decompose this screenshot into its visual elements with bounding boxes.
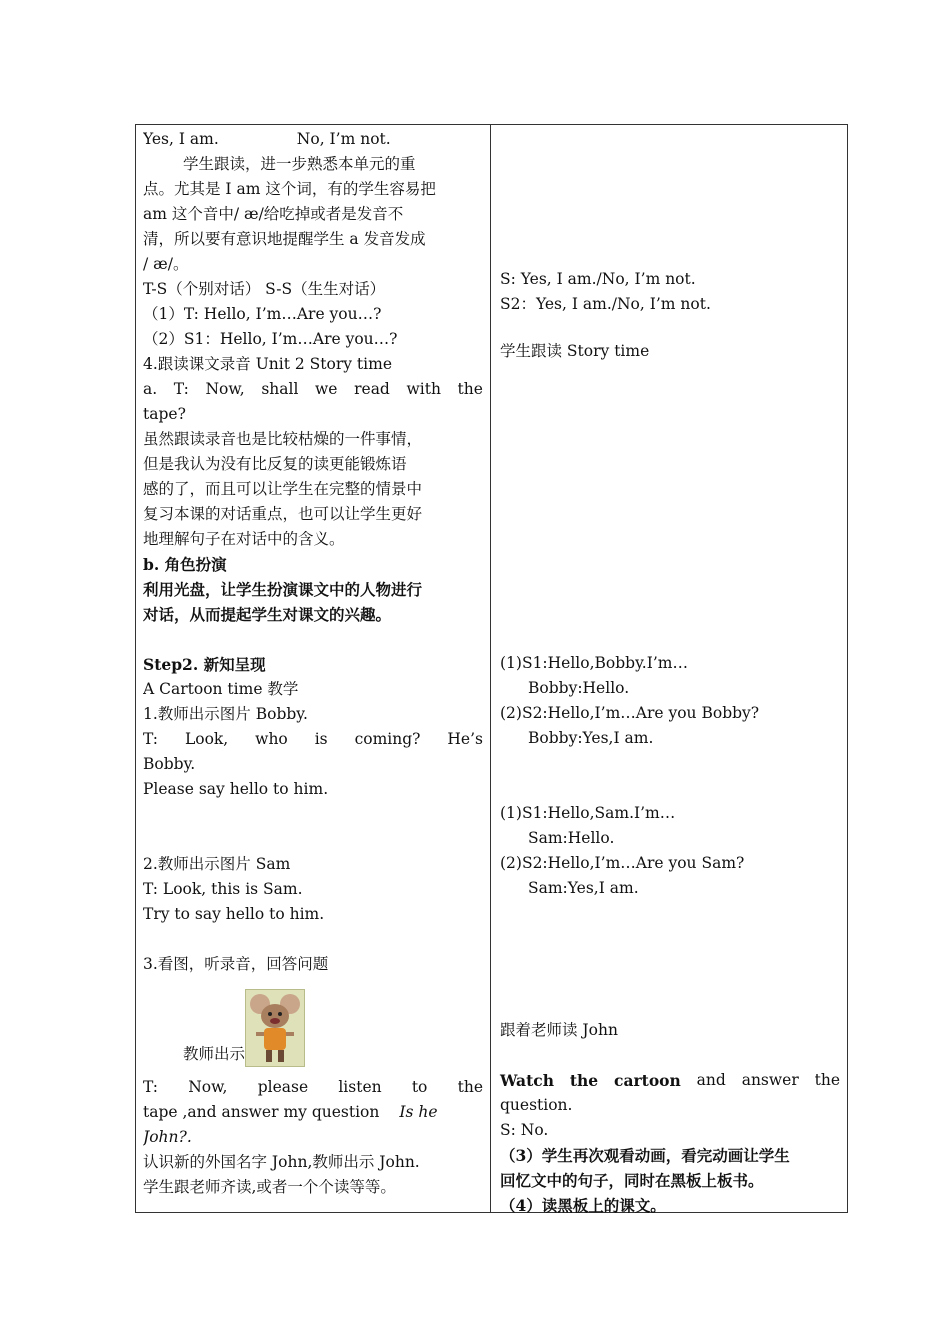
paragraph-line: 回忆文中的句子，同时在黑板上板书。 (500, 1171, 764, 1190)
paragraph-line: 地理解句子在对话中的含义。 (143, 530, 345, 548)
student-response: 跟着老师读 John (500, 1021, 618, 1039)
mouse-cartoon-image (245, 989, 305, 1067)
question-italic: Is he (399, 1103, 438, 1121)
word: is (314, 730, 328, 748)
student-response: S: Yes, I am./No, I’m not. (500, 270, 696, 288)
dialogue-line: Bobby:Yes,I am. (528, 729, 654, 747)
dialogue-line: Sam:Hello. (528, 829, 615, 847)
paragraph-line: 学生跟老师齐读,或者一个个读等等。 (143, 1178, 396, 1196)
step-heading: 4.跟读课文录音 Unit 2 Story time (143, 355, 392, 373)
cartoon-heading: A Cartoon time 教学 (143, 680, 299, 698)
dialogue-line: (1)S1:Hello,Sam.I’m… (500, 804, 676, 822)
word: Watch (500, 1071, 554, 1090)
word: and (696, 1071, 726, 1089)
answer-no: No, I’m not. (296, 130, 391, 148)
student-response: S2：Yes, I am./No, I’m not. (500, 295, 711, 313)
word: shall (261, 380, 299, 398)
paragraph-line (143, 1100, 483, 1125)
paragraph-line: Try to say hello to him. (143, 905, 325, 923)
paragraph-line: 认识新的外国名字 John,教师出示 John. (143, 1153, 420, 1171)
dialogue-types: T-S（个别对话） S-S（生生对话） (143, 280, 386, 298)
word: read (354, 380, 390, 398)
dialogue-line: Bobby:Hello. (528, 679, 630, 697)
step2-heading: Step2. 新知呈现 (143, 655, 266, 674)
paragraph-line: 清，所以要有意识地提醒学生 a 发音发成 (143, 230, 426, 248)
word: with (406, 380, 441, 398)
paragraph-line: 复习本课的对话重点，也可以让学生更好 (143, 505, 423, 523)
dialogue-line: (1)S1:Hello,Bobby.I’m… (500, 654, 688, 672)
paragraph-line: （4）读黑板上的课文。 (500, 1196, 666, 1215)
question-italic: John?. (143, 1128, 192, 1146)
word: listen (338, 1078, 382, 1096)
justified-line (143, 1075, 483, 1100)
paragraph-line: am 这个音中/ æ/给吃掉或者是发音不 (143, 205, 404, 223)
word: T: (173, 380, 189, 398)
student-response: 学生跟读 Story time (500, 342, 650, 360)
paragraph-line: T: Look, this is Sam. (143, 880, 303, 898)
word: please (257, 1078, 309, 1096)
paragraph-line: / æ/。 (143, 255, 189, 273)
paragraph-line: （3）学生再次观看动画，看完动画让学生 (500, 1146, 790, 1165)
step-item: 1.教师出示图片 Bobby. (143, 705, 308, 723)
step-item: 2.教师出示图片 Sam (143, 855, 291, 873)
word: T: (143, 1078, 159, 1096)
word: the (814, 1071, 840, 1089)
word: He’s (447, 730, 483, 748)
paragraph-line: 点。尤其是 I am 这个词，有的学生容易把 (143, 180, 436, 198)
paragraph-line (143, 1125, 483, 1150)
paragraph-line: 但是我认为没有比反复的读更能锻炼语 (143, 455, 407, 473)
word: the (457, 380, 483, 398)
word: to (411, 1078, 428, 1096)
teacher-show-label: 教师出示 (183, 1045, 246, 1063)
answer-yes: Yes, I am. (143, 130, 219, 148)
word: cartoon (614, 1071, 681, 1090)
word: the (457, 1078, 483, 1096)
dialogue-line: （2）S1：Hello, I’m…Are you…? (143, 330, 398, 348)
step-item: 3.看图，听录音，回答问题 (143, 955, 329, 973)
right-column (500, 127, 840, 1218)
justified-line (143, 727, 483, 752)
paragraph-line: Please say hello to him. (143, 780, 329, 798)
word: Now, (188, 1078, 228, 1096)
paragraph-line: tape? (143, 405, 186, 423)
word: coming? (354, 730, 421, 748)
paragraph-line: question. (500, 1096, 573, 1114)
word: a. (143, 380, 158, 398)
tape-text: tape ,and answer my question (143, 1103, 380, 1121)
paragraph-line: Bobby. (143, 755, 196, 773)
word: we (315, 380, 338, 398)
paragraph-line: 学生跟读，进一步熟悉本单元的重 (183, 155, 416, 173)
role-play-heading: b. 角色扮演 (143, 555, 227, 574)
word: who (255, 730, 288, 748)
teacher-show-row (143, 977, 483, 1067)
student-response: S: No. (500, 1121, 549, 1139)
dialogue-line: (2)S2:Hello,I’m…Are you Bobby? (500, 704, 760, 722)
paragraph-line: 虽然跟读录音也是比较枯燥的一件事情， (143, 430, 423, 448)
left-column (143, 127, 483, 1200)
dialogue-line: (2)S2:Hello,I’m…Are you Sam? (500, 854, 745, 872)
answer-line (143, 127, 483, 152)
dialogue-line: Sam:Yes,I am. (528, 879, 639, 897)
word: the (569, 1071, 599, 1090)
dialogue-line: （1）T: Hello, I’m…Are you…? (143, 305, 382, 323)
paragraph-line: 利用光盘，让学生扮演课文中的人物进行 (143, 580, 423, 599)
word: Look, (184, 730, 229, 748)
paragraph-line: 对话，从而提起学生对课文的兴趣。 (143, 605, 392, 624)
word: Now, (205, 380, 245, 398)
paragraph-line: 感的了，而且可以让学生在完整的情景中 (143, 480, 423, 498)
justified-line (143, 377, 483, 402)
word: answer (741, 1071, 799, 1089)
mouse-icon (246, 990, 304, 1066)
justified-line (500, 1068, 840, 1093)
word: T: (143, 730, 159, 748)
column-divider (490, 124, 491, 1213)
